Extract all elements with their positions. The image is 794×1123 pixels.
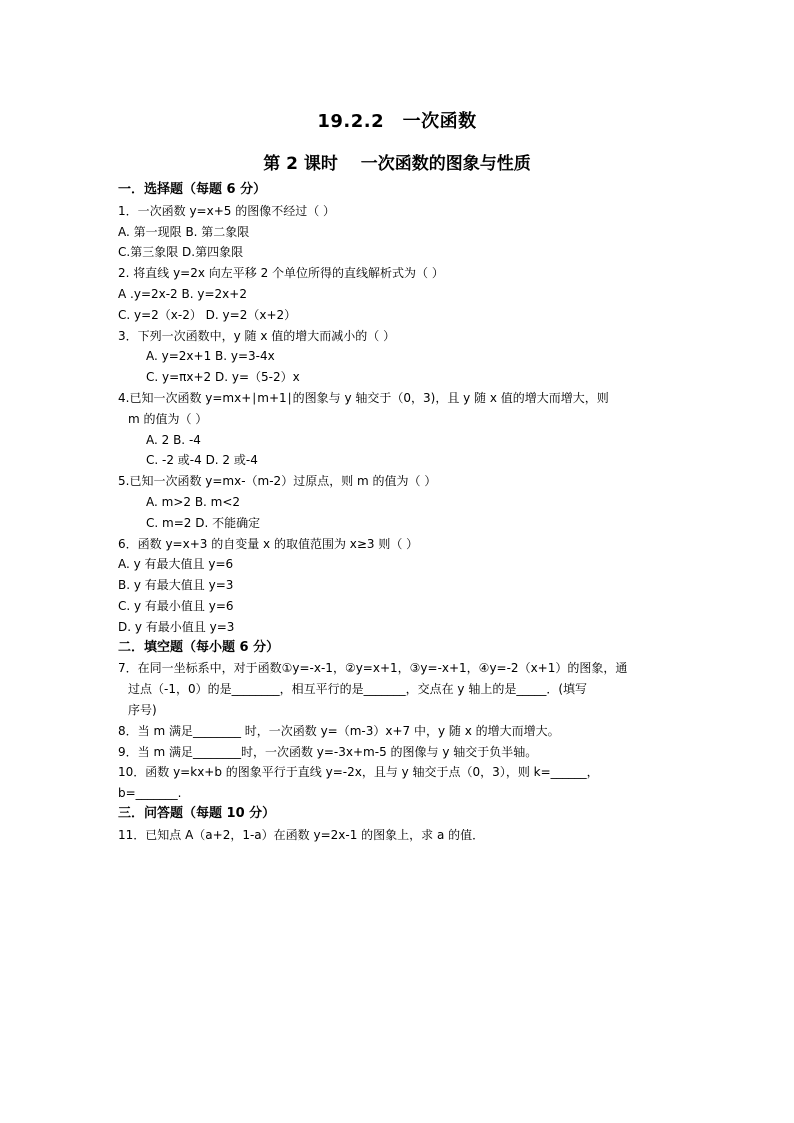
exercise-body — [118, 180, 678, 846]
section-heading: 一．选择题（每题 6 分） — [118, 182, 267, 197]
document-title: 19.2.2 一次函数 — [317, 111, 477, 132]
question-line: 4.已知一次函数 y=mx+∣m+1∣的图象与 y 轴交于（0，3)，且 y 随 x 值的增大而增大，则 — [118, 390, 609, 405]
question-line: A. 2 B. -4 — [146, 432, 201, 447]
question-line: B. y 有最大值且 y=3 — [118, 578, 234, 593]
question-line: A .y=2x-2 B. y=2x+2 — [118, 286, 247, 301]
question-line: C.第三象限 D.第四象限 — [118, 245, 244, 260]
question-line: C. -2 或-4 D. 2 或-4 — [146, 453, 258, 468]
question-line: 7．在同一坐标系中，对于函数①y=-x-1，②y=x+1，③y=-x+1，④y=-2（x+1）的图象，通 — [118, 661, 628, 676]
question-line: 3．下列一次函数中，y 随 x 值的增大而减小的（ ） — [118, 328, 396, 343]
question-line: A. y=2x+1 B. y=3-4x — [146, 349, 275, 364]
question-line: A. y 有最大值且 y=6 — [118, 557, 234, 572]
question-line: C. m=2 D. 不能确定 — [146, 515, 261, 530]
question-line: C. y 有最小值且 y=6 — [118, 598, 234, 613]
question-line: 过点（-1，0）的是________，相互平行的是_______，交点在 y 轴上的是_____．(填写 — [128, 682, 588, 697]
section-heading: 二．填空题（每小题 6 分） — [118, 639, 280, 655]
section-heading: 三．问答题（每题 10 分） — [118, 805, 276, 821]
question-line: A. 第一现限 B. 第二象限 — [118, 224, 250, 239]
question-line: 2. 将直线 y=2x 向左平移 2 个单位所得的直线解析式为（ ） — [118, 266, 444, 281]
question-line: 8．当 m 满足________ 时，一次函数 y=（m-3）x+7 中，y 随 x 的增大而增大。 — [118, 723, 560, 738]
question-line: 9．当 m 满足________时，一次函数 y=-3x+m-5 的图像与 y 轴交于负半轴。 — [118, 744, 538, 759]
question-line: 1．一次函数 y=x+5 的图像不经过（ ） — [118, 203, 336, 218]
question-line: A. m>2 B. m<2 — [146, 494, 241, 509]
question-line: 5.已知一次函数 y=mx-（m-2）过原点，则 m 的值为（ ） — [118, 474, 437, 489]
question-line: m 的值为（ ） — [128, 411, 208, 426]
question-line: 6．函数 y=x+3 的自变量 x 的取值范围为 x≥3 则（ ） — [118, 536, 419, 551]
lesson-subtitle: 第 2 课时 一次函数的图象与性质 — [263, 154, 531, 174]
question-line: C. y=πx+2 D. y=（5-2）x — [146, 370, 300, 385]
question-line: 10．函数 y=kx+b 的图象平行于直线 y=-2x，且与 y 轴交于点（0，3），则 k=______， — [118, 765, 599, 780]
question-line: 序号) — [128, 702, 157, 717]
question-line: D. y 有最小值且 y=3 — [118, 619, 235, 634]
question-line: C. y=2（x-2） D. y=2（x+2） — [118, 307, 297, 322]
question-line: 11．已知点 A（a+2，1-a）在函数 y=2x-1 的图象上，求 a 的值． — [118, 827, 485, 842]
question-line: b=_______. — [118, 786, 182, 801]
